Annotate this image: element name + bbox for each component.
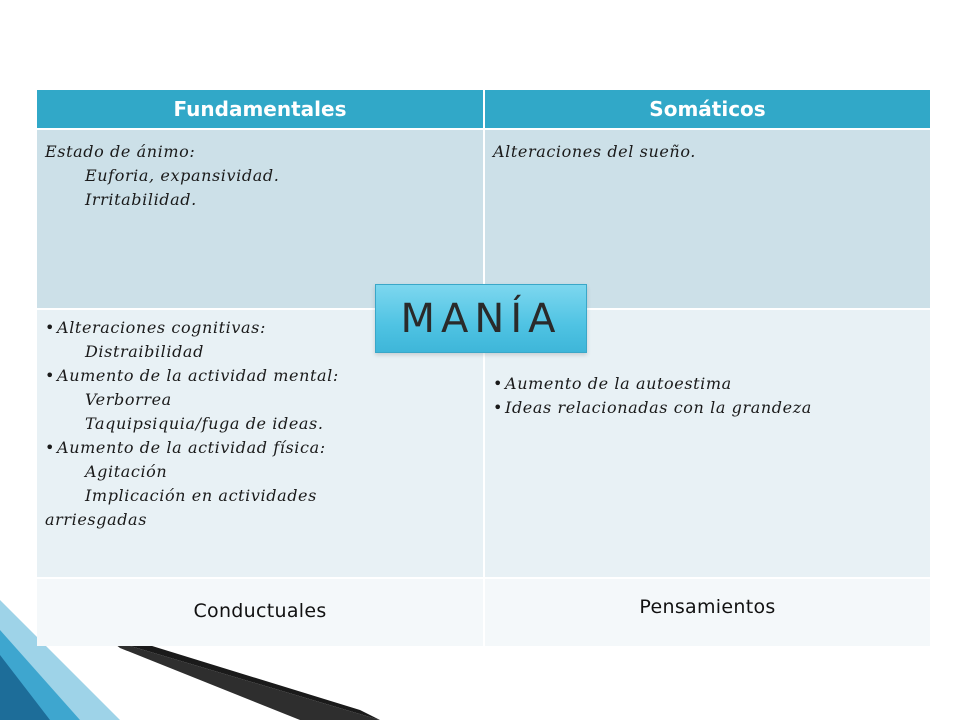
fundamentales-title: Estado de ánimo: — [45, 142, 196, 161]
footer-pensamientos: Pensamientos — [485, 579, 930, 646]
bullet-item: • Aumento de la actividad mental: — [45, 364, 475, 388]
list-item: Taquipsiquia/fuga de ideas. — [85, 414, 324, 433]
bullet-item: • Alteraciones cognitivas: — [45, 316, 475, 340]
list-item: Distraibilidad — [85, 342, 204, 361]
list-item: arriesgadas — [45, 510, 148, 529]
footer-conductuales: Conductuales — [37, 579, 483, 646]
cell-fundamentales — [37, 130, 483, 308]
mania-badge: MANÍA — [375, 284, 587, 353]
header-fundamentales: Fundamentales — [37, 90, 483, 128]
bullet-item: • Aumento de la autoestima — [493, 372, 922, 396]
header-somaticos: Somáticos — [485, 90, 930, 128]
list-item: Irritabilidad. — [85, 190, 197, 209]
bullet-item: • Aumento de la actividad física: — [45, 436, 475, 460]
mania-table — [37, 90, 930, 646]
list-item: Euforia, expansividad. — [85, 166, 280, 185]
list-item: Implicación en actividades — [85, 486, 317, 505]
list-item: Verborrea — [85, 390, 172, 409]
list-item: Alteraciones del sueño. — [493, 142, 696, 161]
list-item: Agitación — [85, 462, 168, 481]
bullet-item: • Ideas relacionadas con la grandeza — [493, 396, 922, 420]
cell-somaticos — [485, 130, 930, 308]
